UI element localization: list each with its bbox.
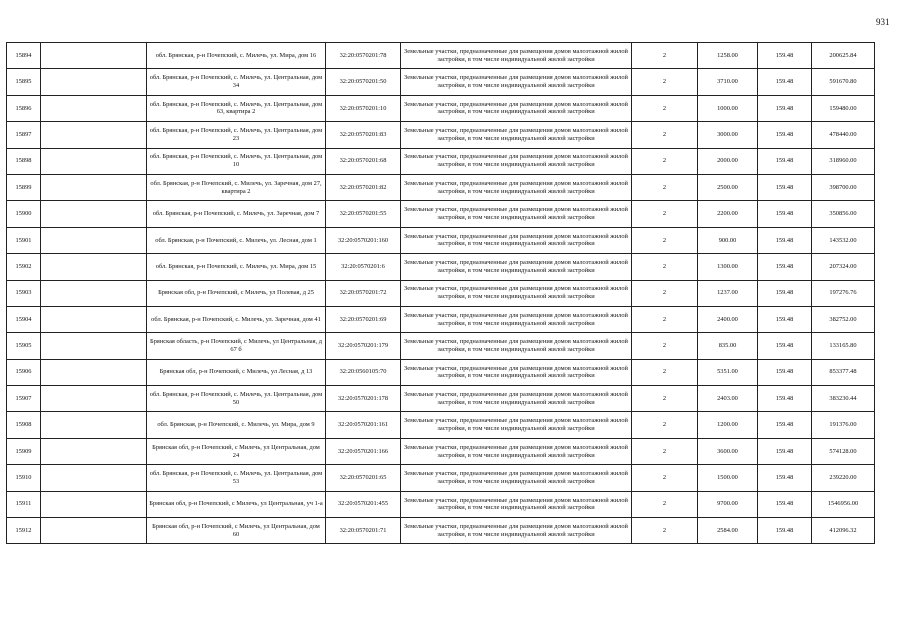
table-row [7,333,875,359]
group-number-cell: 2 [632,491,698,517]
address-cell: обл. Брянская, р-н Почепский, с. Милечь, ул. Заречная, дом 41 [147,306,326,332]
cadastral-value-cell: 191376.00 [812,412,875,438]
table-row [7,412,875,438]
group-number-cell: 2 [632,518,698,544]
cadastral-number-cell: 32:20:0570201:55 [326,201,401,227]
cadastral-number-cell: 32:20:0570201:178 [326,386,401,412]
cadastral-value-cell: 200625.84 [812,43,875,69]
group-number-cell: 2 [632,43,698,69]
land-purpose-cell: Земельные участки, предназначенные для размещения домов малоэтажной жилой застройки, в том числе индивидуальной жилой застройки [401,148,632,174]
cadastral-value-cell: 853377.48 [812,359,875,385]
cadastral-value-cell: 412096.32 [812,518,875,544]
area-cell: 1300.00 [698,254,758,280]
group-number-cell: 2 [632,280,698,306]
address-cell: обл. Брянская, р-н Почепский, с. Милечь, ул. Мира, дом 9 [147,412,326,438]
cadastral-number-cell: 32:20:0570201:82 [326,174,401,200]
cadastral-value-cell: 478440.00 [812,122,875,148]
land-purpose-cell: Земельные участки, предназначенные для размещения домов малоэтажной жилой застройки, в том числе индивидуальной жилой застройки [401,438,632,464]
row-number-cell: 15896 [7,95,41,121]
specific-value-cell: 159.48 [758,174,812,200]
row-number-cell: 15894 [7,43,41,69]
table-row [7,201,875,227]
blank-cell [41,69,147,95]
area-cell: 5351.00 [698,359,758,385]
address-cell: обл. Брянская, р-н Почепский, с. Милечь, ул. Мира, дом 15 [147,254,326,280]
land-purpose-cell: Земельные участки, предназначенные для размещения домов малоэтажной жилой застройки, в том числе индивидуальной жилой застройки [401,518,632,544]
table-row [7,280,875,306]
blank-cell [41,412,147,438]
row-number-cell: 15902 [7,254,41,280]
table-row [7,254,875,280]
table-body [7,43,875,544]
cadastral-value-cell: 239220.00 [812,465,875,491]
cadastral-number-cell: 32:20:0570201:179 [326,333,401,359]
table-row [7,227,875,253]
area-cell: 3000.00 [698,122,758,148]
cadastral-value-cell: 318960.00 [812,148,875,174]
address-cell: обл. Брянская, р-н Почепский, с. Милечь, ул. Мира, дом 16 [147,43,326,69]
row-number-cell: 15910 [7,465,41,491]
specific-value-cell: 159.48 [758,491,812,517]
address-cell: Брянская обл, р-н Почепский, с Милечь, ул Лесная, д 13 [147,359,326,385]
cadastral-number-cell: 32:20:0570201:455 [326,491,401,517]
cadastral-value-cell: 159480.00 [812,95,875,121]
land-purpose-cell: Земельные участки, предназначенные для размещения домов малоэтажной жилой застройки, в том числе индивидуальной жилой застройки [401,43,632,69]
row-number-cell: 15903 [7,280,41,306]
area-cell: 2000.00 [698,148,758,174]
specific-value-cell: 159.48 [758,306,812,332]
table-row [7,95,875,121]
group-number-cell: 2 [632,122,698,148]
blank-cell [41,254,147,280]
table-row [7,122,875,148]
cadastral-number-cell: 32:20:0570201:71 [326,518,401,544]
cadastral-number-cell: 32:20:0570201:166 [326,438,401,464]
group-number-cell: 2 [632,386,698,412]
land-purpose-cell: Земельные участки, предназначенные для размещения домов малоэтажной жилой застройки, в том числе индивидуальной жилой застройки [401,280,632,306]
address-cell: обл. Брянская, р-н Почепский, с. Милечь, ул. Центральная, дом 10 [147,148,326,174]
specific-value-cell: 159.48 [758,201,812,227]
area-cell: 2200.00 [698,201,758,227]
group-number-cell: 2 [632,148,698,174]
specific-value-cell: 159.48 [758,43,812,69]
blank-cell [41,333,147,359]
blank-cell [41,201,147,227]
specific-value-cell: 159.48 [758,122,812,148]
land-purpose-cell: Земельные участки, предназначенные для размещения домов малоэтажной жилой застройки, в том числе индивидуальной жилой застройки [401,69,632,95]
cadastral-value-cell: 143532.00 [812,227,875,253]
blank-cell [41,122,147,148]
specific-value-cell: 159.48 [758,412,812,438]
cadastral-value-cell: 382752.00 [812,306,875,332]
row-number-cell: 15897 [7,122,41,148]
group-number-cell: 2 [632,174,698,200]
area-cell: 2400.00 [698,306,758,332]
land-purpose-cell: Земельные участки, предназначенные для размещения домов малоэтажной жилой застройки, в том числе индивидуальной жилой застройки [401,412,632,438]
blank-cell [41,438,147,464]
group-number-cell: 2 [632,254,698,280]
row-number-cell: 15909 [7,438,41,464]
cadastral-number-cell: 32:20:0570201:161 [326,412,401,438]
row-number-cell: 15900 [7,201,41,227]
cadastral-value-cell: 133165.80 [812,333,875,359]
cadastral-number-cell: 32:20:0560105:70 [326,359,401,385]
table-row [7,518,875,544]
cadastral-number-cell: 32:20:0570201:83 [326,122,401,148]
specific-value-cell: 159.48 [758,438,812,464]
address-cell: Брянская обл, р-н Почепский, с Милечь, ул Полевая, д 25 [147,280,326,306]
land-purpose-cell: Земельные участки, предназначенные для размещения домов малоэтажной жилой застройки, в том числе индивидуальной жилой застройки [401,254,632,280]
area-cell: 1500.00 [698,465,758,491]
cadastral-value-cell: 1546956.00 [812,491,875,517]
area-cell: 3600.00 [698,438,758,464]
table-row [7,386,875,412]
group-number-cell: 2 [632,227,698,253]
specific-value-cell: 159.48 [758,465,812,491]
cadastral-number-cell: 32:20:0570201:6 [326,254,401,280]
group-number-cell: 2 [632,412,698,438]
land-purpose-cell: Земельные участки, предназначенные для размещения домов малоэтажной жилой застройки, в том числе индивидуальной жилой застройки [401,333,632,359]
land-purpose-cell: Земельные участки, предназначенные для размещения домов малоэтажной жилой застройки, в том числе индивидуальной жилой застройки [401,465,632,491]
address-cell: обл. Брянская, р-н Почепский, с. Милечь, ул. Центральная, дом 50 [147,386,326,412]
area-cell: 1258.00 [698,43,758,69]
cadastral-value-cell: 197276.76 [812,280,875,306]
table-row [7,359,875,385]
address-cell: обл. Брянская, р-н Почепский, с. Милечь, ул. Заречная, дом 27, квартира 2 [147,174,326,200]
table-row [7,43,875,69]
row-number-cell: 15908 [7,412,41,438]
address-cell: Брянская обл, р-н Почепский, с Милечь, ул Центральная, дом 60 [147,518,326,544]
page-number: 931 [876,17,890,27]
blank-cell [41,465,147,491]
address-cell: обл. Брянская, р-н Почепский, с. Милечь, ул. Центральная, дом 34 [147,69,326,95]
area-cell: 1200.00 [698,412,758,438]
cadastral-number-cell: 32:20:0570201:50 [326,69,401,95]
address-cell: обл. Брянская, р-н Почепский, с. Милечь, ул. Центральная, дом 63, квартира 2 [147,95,326,121]
address-cell: обл. Брянская, р-н Почепский, с. Милечь, ул. Центральная, дом 53 [147,465,326,491]
address-cell: обл. Брянская, р-н Почепский, с. Милечь, ул. Центральная, дом 23 [147,122,326,148]
row-number-cell: 15907 [7,386,41,412]
row-number-cell: 15905 [7,333,41,359]
land-purpose-cell: Земельные участки, предназначенные для размещения домов малоэтажной жилой застройки, в том числе индивидуальной жилой застройки [401,306,632,332]
area-cell: 3710.00 [698,69,758,95]
blank-cell [41,95,147,121]
blank-cell [41,359,147,385]
cadastral-number-cell: 32:20:0570201:65 [326,465,401,491]
blank-cell [41,386,147,412]
cadastral-value-cell: 398700.00 [812,174,875,200]
land-purpose-cell: Земельные участки, предназначенные для размещения домов малоэтажной жилой застройки, в том числе индивидуальной жилой застройки [401,359,632,385]
land-purpose-cell: Земельные участки, предназначенные для размещения домов малоэтажной жилой застройки, в том числе индивидуальной жилой застройки [401,227,632,253]
blank-cell [41,306,147,332]
specific-value-cell: 159.48 [758,69,812,95]
address-cell: Брянская область, р-н Почепский, с Милечь, ул Центральная, д 67 б [147,333,326,359]
specific-value-cell: 159.48 [758,359,812,385]
row-number-cell: 15911 [7,491,41,517]
land-purpose-cell: Земельные участки, предназначенные для размещения домов малоэтажной жилой застройки, в том числе индивидуальной жилой застройки [401,201,632,227]
cadastral-value-cell: 207324.00 [812,254,875,280]
table-row [7,148,875,174]
address-cell: Брянская обл, р-н Почепский, с Милечь, ул Центральная, дом 24 [147,438,326,464]
table-row [7,174,875,200]
cadastral-number-cell: 32:20:0570201:78 [326,43,401,69]
row-number-cell: 15895 [7,69,41,95]
cadastral-number-cell: 32:20:0570201:10 [326,95,401,121]
specific-value-cell: 159.48 [758,386,812,412]
land-purpose-cell: Земельные участки, предназначенные для размещения домов малоэтажной жилой застройки, в том числе индивидуальной жилой застройки [401,95,632,121]
specific-value-cell: 159.48 [758,95,812,121]
row-number-cell: 15899 [7,174,41,200]
address-cell: Брянская обл, р-н Почепский, с Милечь, ул Центральная, уч 1-а [147,491,326,517]
cadastral-number-cell: 32:20:0570201:69 [326,306,401,332]
land-purpose-cell: Земельные участки, предназначенные для размещения домов малоэтажной жилой застройки, в том числе индивидуальной жилой застройки [401,491,632,517]
table-row [7,438,875,464]
cadastral-value-cell: 383230.44 [812,386,875,412]
specific-value-cell: 159.48 [758,254,812,280]
area-cell: 2584.00 [698,518,758,544]
address-cell: обл. Брянская, р-н Почепский, с. Милечь, ул. Заречная, дом 7 [147,201,326,227]
row-number-cell: 15901 [7,227,41,253]
group-number-cell: 2 [632,333,698,359]
area-cell: 900.00 [698,227,758,253]
table-row [7,69,875,95]
blank-cell [41,227,147,253]
table-row [7,306,875,332]
specific-value-cell: 159.48 [758,518,812,544]
land-purpose-cell: Земельные участки, предназначенные для размещения домов малоэтажной жилой застройки, в том числе индивидуальной жилой застройки [401,174,632,200]
specific-value-cell: 159.48 [758,280,812,306]
address-cell: обл. Брянская, р-н Почепский, с. Милечь, ул. Лесная, дом 1 [147,227,326,253]
group-number-cell: 2 [632,306,698,332]
area-cell: 1237.00 [698,280,758,306]
row-number-cell: 15904 [7,306,41,332]
cadastral-value-cell: 574128.00 [812,438,875,464]
blank-cell [41,148,147,174]
cadastral-value-cell: 350856.00 [812,201,875,227]
area-cell: 835.00 [698,333,758,359]
group-number-cell: 2 [632,95,698,121]
group-number-cell: 2 [632,465,698,491]
specific-value-cell: 159.48 [758,227,812,253]
area-cell: 9700.00 [698,491,758,517]
group-number-cell: 2 [632,69,698,95]
group-number-cell: 2 [632,359,698,385]
blank-cell [41,174,147,200]
area-cell: 1000.00 [698,95,758,121]
land-purpose-cell: Земельные участки, предназначенные для размещения домов малоэтажной жилой застройки, в том числе индивидуальной жилой застройки [401,386,632,412]
area-cell: 2500.00 [698,174,758,200]
cadastral-number-cell: 32:20:0570201:68 [326,148,401,174]
group-number-cell: 2 [632,438,698,464]
row-number-cell: 15906 [7,359,41,385]
cadastral-number-cell: 32:20:0570201:160 [326,227,401,253]
blank-cell [41,491,147,517]
cadastral-value-cell: 591670.80 [812,69,875,95]
blank-cell [41,43,147,69]
specific-value-cell: 159.48 [758,333,812,359]
row-number-cell: 15898 [7,148,41,174]
specific-value-cell: 159.48 [758,148,812,174]
cadastral-number-cell: 32:20:0570201:72 [326,280,401,306]
blank-cell [41,518,147,544]
group-number-cell: 2 [632,201,698,227]
table-row [7,465,875,491]
area-cell: 2403.00 [698,386,758,412]
blank-cell [41,280,147,306]
cadastral-value-table [6,42,875,544]
table-row [7,491,875,517]
land-purpose-cell: Земельные участки, предназначенные для размещения домов малоэтажной жилой застройки, в том числе индивидуальной жилой застройки [401,122,632,148]
row-number-cell: 15912 [7,518,41,544]
